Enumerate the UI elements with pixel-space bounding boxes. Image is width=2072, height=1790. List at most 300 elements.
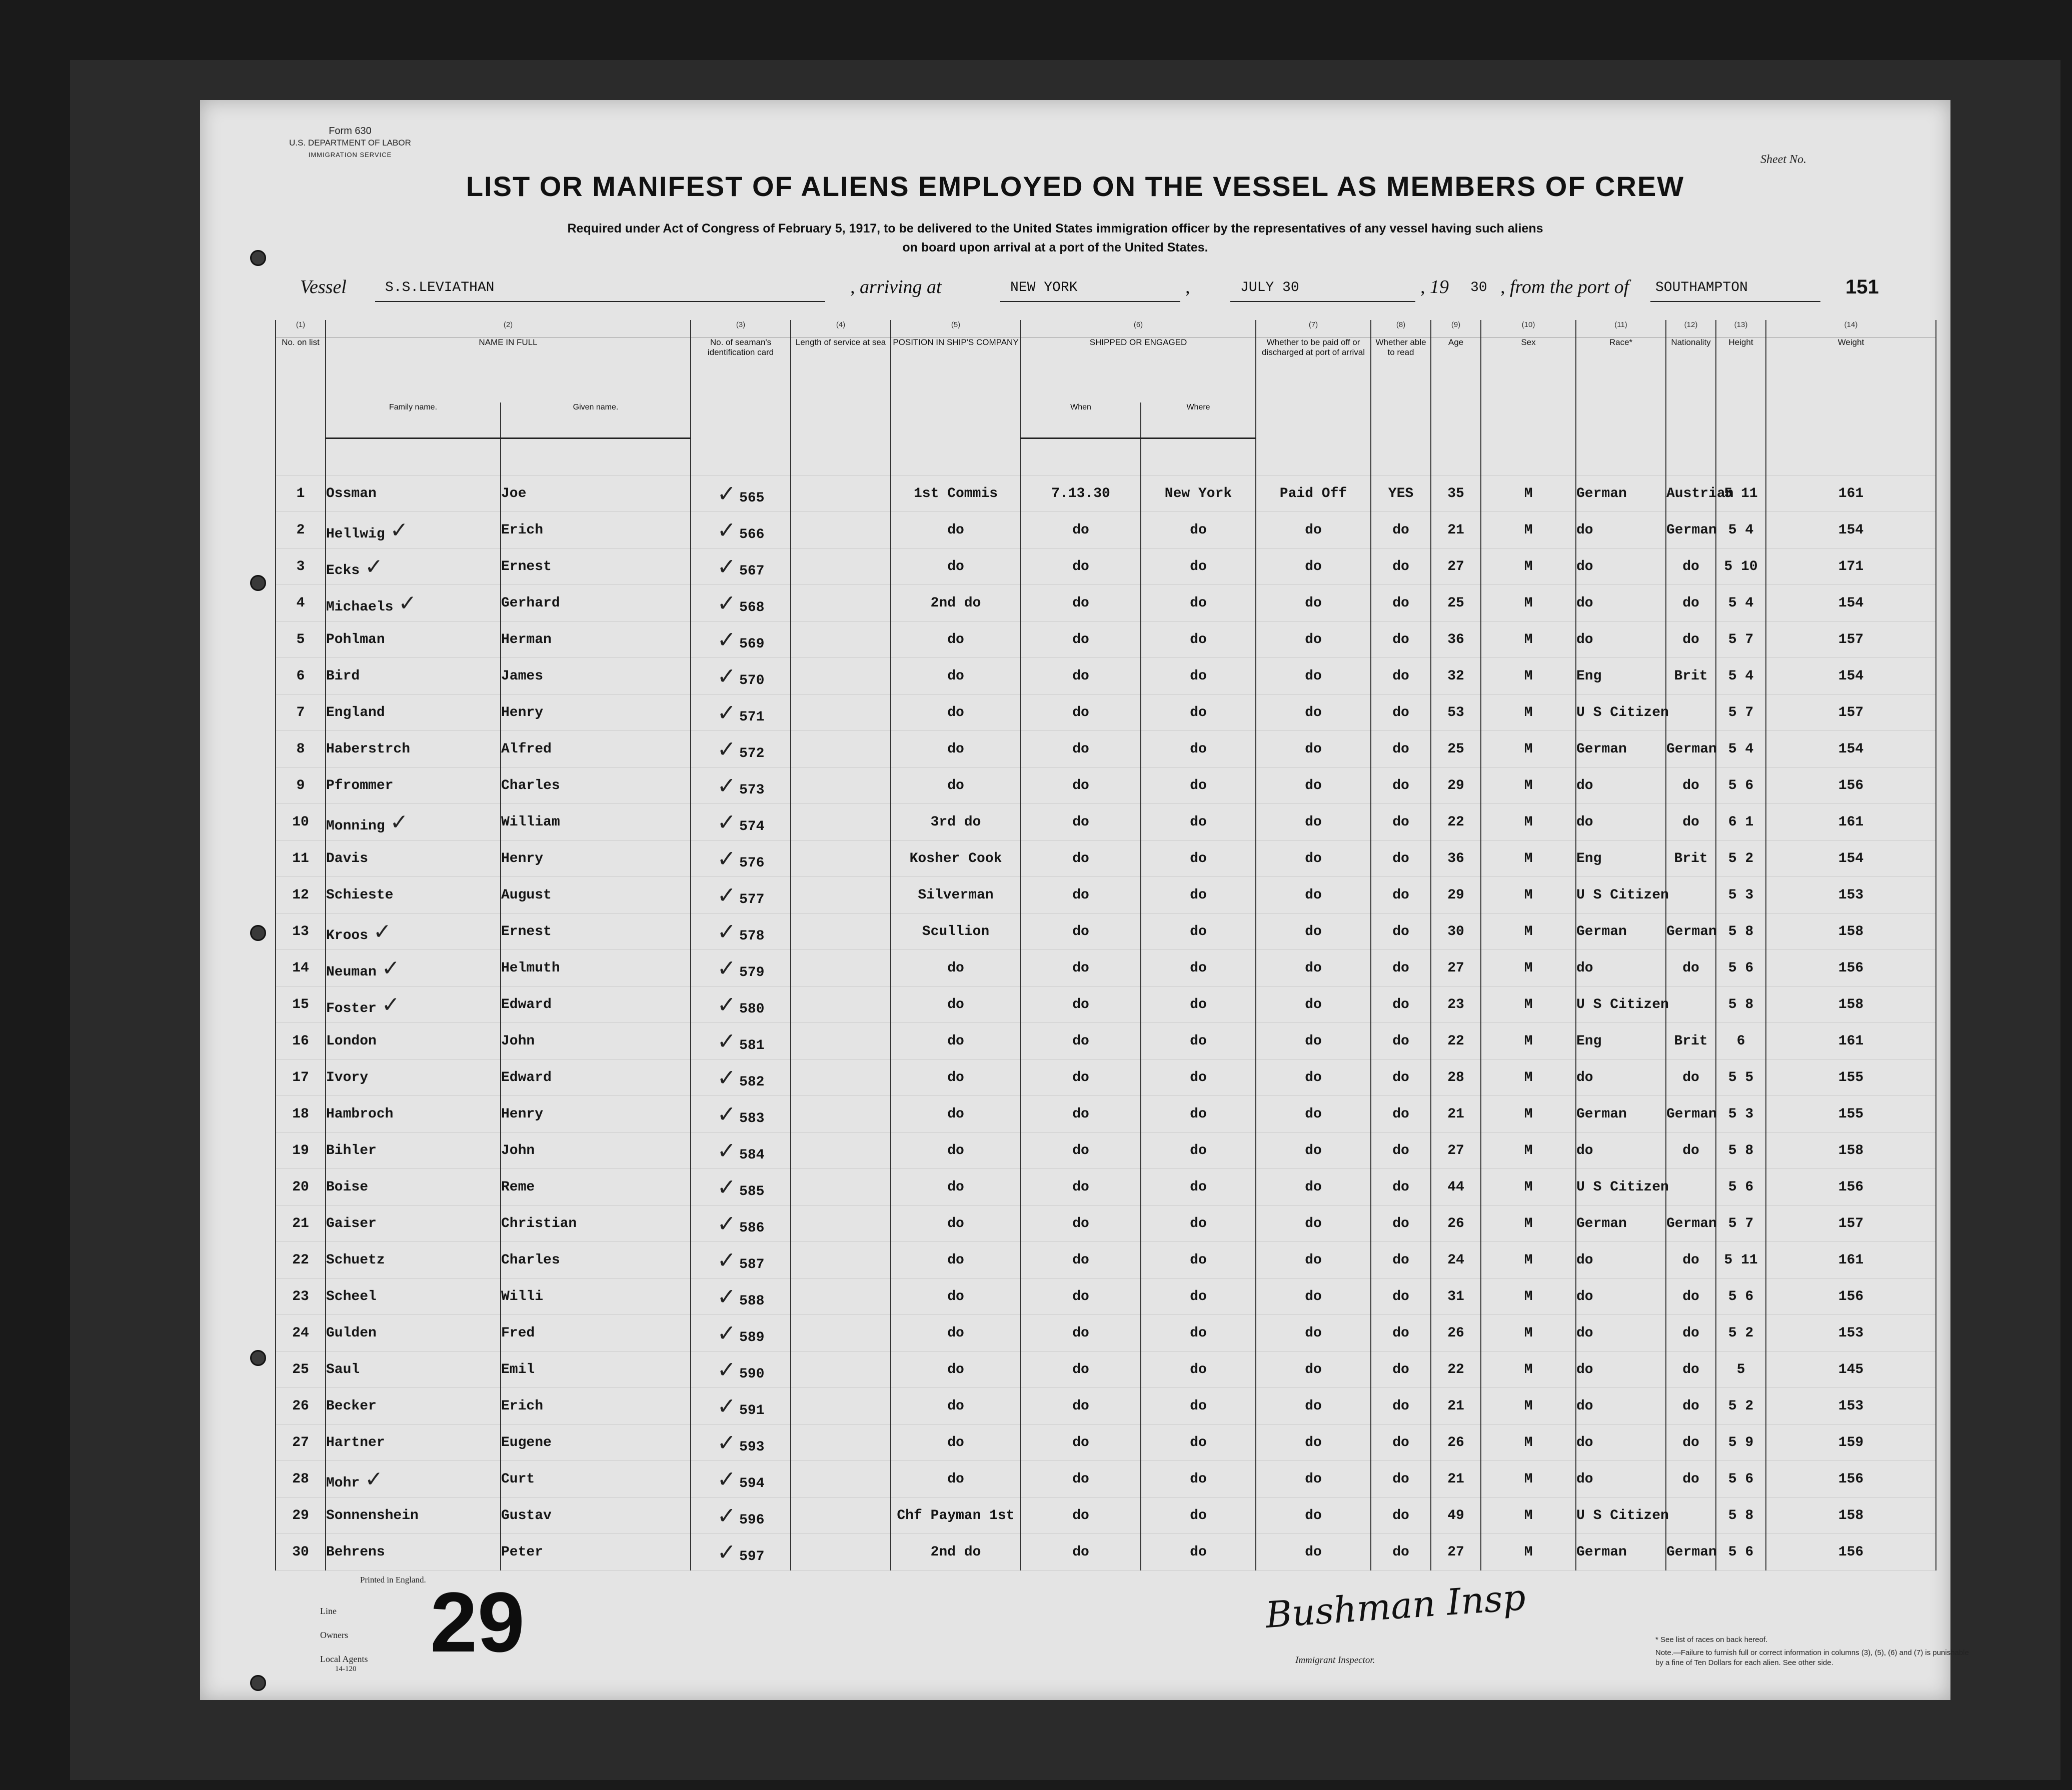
given-name: Ernest <box>501 558 552 574</box>
age: 22 <box>1447 814 1464 830</box>
given-name-cell <box>501 986 691 1023</box>
check-mark-icon: ✓ <box>717 590 737 616</box>
shipped-when-cell <box>1021 1461 1141 1498</box>
shipped-where: do <box>1190 1070 1207 1086</box>
able-to-read: do <box>1392 1362 1409 1378</box>
department: U.S. DEPARTMENT OF LABOR <box>289 138 411 148</box>
check-mark-icon: ✓ <box>717 1100 737 1128</box>
shipped-when-cell <box>1021 840 1141 877</box>
family-name: Haberstrch <box>326 741 411 757</box>
nationality-cell <box>1666 1498 1716 1534</box>
check-mark-icon: ✓ <box>717 1320 737 1346</box>
shipped-where-cell <box>1141 1242 1256 1278</box>
header-race: Race* <box>1576 338 1666 438</box>
given-name: Henry <box>501 850 544 866</box>
given-name-cell <box>501 768 691 804</box>
height-cell <box>1716 1352 1766 1388</box>
age-cell <box>1431 585 1481 622</box>
card-number: 574 <box>739 819 765 834</box>
age: 23 <box>1447 996 1464 1012</box>
check-mark-icon: ✓ <box>717 1283 737 1310</box>
card-number-cell <box>691 1315 791 1352</box>
paid-off-cell <box>1256 1096 1371 1132</box>
length-of-service-cell <box>791 585 891 622</box>
arriving-label: , arriving at <box>850 276 942 298</box>
nationality: do <box>1682 558 1699 574</box>
shipped-when-cell <box>1021 658 1141 694</box>
family-name-cell <box>326 1278 501 1315</box>
given-name-cell <box>501 877 691 914</box>
nationality-cell <box>1666 1023 1716 1060</box>
length-of-service-cell <box>791 1424 891 1461</box>
sex-cell <box>1481 768 1576 804</box>
sex: M <box>1524 1070 1533 1086</box>
row-number: 22 <box>292 1252 309 1268</box>
paid-off: do <box>1305 960 1322 976</box>
row-number-cell <box>276 768 326 804</box>
card-number-cell <box>691 768 791 804</box>
shipped-where: do <box>1190 887 1207 903</box>
position-cell <box>891 1096 1021 1132</box>
weight: 154 <box>1838 668 1864 684</box>
colnum-2: (2) <box>326 320 691 338</box>
spacer-cell <box>1256 438 1371 476</box>
paid-off: do <box>1305 704 1322 720</box>
sex-cell <box>1481 694 1576 731</box>
family-name: Michaels <box>326 599 394 615</box>
age-cell <box>1431 1169 1481 1206</box>
table-row <box>276 986 1936 1023</box>
position-cell <box>891 548 1021 585</box>
family-name-cell <box>326 877 501 914</box>
position: do <box>947 1398 964 1414</box>
sex: M <box>1524 1033 1533 1049</box>
spacer-cell <box>326 438 501 476</box>
nationality-cell <box>1666 1206 1716 1242</box>
sex: M <box>1524 1434 1533 1450</box>
card-number: 590 <box>739 1366 765 1382</box>
sex: M <box>1524 778 1533 794</box>
shipped-where: do <box>1190 632 1207 648</box>
length-of-service-cell <box>791 622 891 658</box>
table-row <box>276 840 1936 877</box>
nationality-cell <box>1666 1169 1716 1206</box>
subtitle-line-1: Required under Act of Congress of February 5, 1917, to be delivered to the United States immigration officer by the representatives of any vessel having such aliens <box>567 222 1543 236</box>
shipped-where: do <box>1190 1179 1207 1195</box>
card-number: 578 <box>739 928 765 944</box>
shipped-when: do <box>1072 1142 1089 1158</box>
card-number-cell <box>691 694 791 731</box>
given-name-cell <box>501 1278 691 1315</box>
shipped-where-cell <box>1141 986 1256 1023</box>
shipped-when-cell <box>1021 1060 1141 1096</box>
height-cell <box>1716 1023 1766 1060</box>
check-mark-icon: ✓ <box>717 1137 737 1164</box>
able-to-read-cell <box>1371 512 1431 548</box>
row-number: 13 <box>292 924 309 940</box>
height-cell <box>1716 1242 1766 1278</box>
nationality-cell <box>1666 877 1716 914</box>
race-cell <box>1576 1388 1666 1424</box>
paid-off-cell <box>1256 585 1371 622</box>
height: 5 6 <box>1728 1471 1754 1487</box>
height: 6 1 <box>1728 814 1754 830</box>
race: U S Citizen <box>1576 1508 1669 1524</box>
position: do <box>947 960 964 976</box>
race: do <box>1576 778 1593 794</box>
weight: 158 <box>1838 996 1864 1012</box>
height-cell <box>1716 840 1766 877</box>
age-cell <box>1431 1132 1481 1169</box>
able-to-read: do <box>1392 778 1409 794</box>
row-number: 20 <box>292 1179 309 1195</box>
length-of-service-cell <box>791 840 891 877</box>
manifest-sheet <box>200 100 1969 1700</box>
age-cell <box>1431 694 1481 731</box>
departure-port: SOUTHAMPTON <box>1655 280 1748 296</box>
shipped-where-cell <box>1141 1023 1256 1060</box>
length-of-service-cell <box>791 1315 891 1352</box>
row-number-cell <box>276 476 326 512</box>
card-number: 577 <box>739 892 765 908</box>
row-number: 4 <box>296 595 305 611</box>
spacer-cell <box>791 438 891 476</box>
card-number: 591 <box>739 1403 765 1418</box>
given-name: Erich <box>501 522 544 538</box>
able-to-read: do <box>1392 741 1409 757</box>
sex-cell <box>1481 1206 1576 1242</box>
row-number: 19 <box>292 1142 309 1158</box>
able-to-read-cell <box>1371 658 1431 694</box>
spacer-cell <box>891 438 1021 476</box>
check-mark-icon: ✓ <box>381 992 400 1018</box>
weight-cell <box>1766 914 1936 950</box>
able-to-read: do <box>1392 1142 1409 1158</box>
vessel-name: S.S.LEVIATHAN <box>385 280 495 296</box>
check-mark-icon: ✓ <box>717 553 737 580</box>
age: 27 <box>1447 1142 1464 1158</box>
age-cell <box>1431 1096 1481 1132</box>
able-to-read-cell <box>1371 1206 1431 1242</box>
weight: 156 <box>1838 1179 1864 1195</box>
race: do <box>1576 1288 1593 1304</box>
nationality-cell <box>1666 768 1716 804</box>
position-cell <box>891 877 1021 914</box>
shipped-where-cell <box>1141 1352 1256 1388</box>
family-name: Gulden <box>326 1325 377 1341</box>
shipped-when-cell <box>1021 476 1141 512</box>
given-name-cell <box>501 1242 691 1278</box>
sex-cell <box>1481 1278 1576 1315</box>
sex-cell <box>1481 986 1576 1023</box>
row-number-cell <box>276 1315 326 1352</box>
shipped-where-cell <box>1141 1424 1256 1461</box>
card-number-cell <box>691 476 791 512</box>
race-cell <box>1576 804 1666 840</box>
height-cell <box>1716 622 1766 658</box>
height: 5 8 <box>1728 996 1754 1012</box>
family-name-cell <box>326 1242 501 1278</box>
length-of-service-cell <box>791 1096 891 1132</box>
shipped-when-cell <box>1021 512 1141 548</box>
race-cell <box>1576 585 1666 622</box>
able-to-read-cell <box>1371 1352 1431 1388</box>
nationality-cell <box>1666 585 1716 622</box>
position-cell <box>891 694 1021 731</box>
position: do <box>947 558 964 574</box>
spacer-row <box>276 438 1936 476</box>
shipped-when-cell <box>1021 914 1141 950</box>
table-row <box>276 512 1936 548</box>
row-number-cell <box>276 1206 326 1242</box>
position: 2nd do <box>930 1544 981 1560</box>
given-name-cell <box>501 548 691 585</box>
comma-sep: , <box>1185 276 1190 298</box>
sex: M <box>1524 486 1533 502</box>
position-cell <box>891 1132 1021 1169</box>
height: 5 2 <box>1728 850 1754 866</box>
nationality: do <box>1682 1070 1699 1086</box>
able-to-read: do <box>1392 1508 1409 1524</box>
given-name: John <box>501 1033 535 1049</box>
age-cell <box>1431 840 1481 877</box>
family-name: Ivory <box>326 1070 369 1086</box>
weight-cell <box>1766 1315 1936 1352</box>
colnum-7: (7) <box>1256 320 1371 338</box>
shipped-where-cell <box>1141 622 1256 658</box>
height-cell <box>1716 1132 1766 1169</box>
race-cell <box>1576 986 1669 1023</box>
shipped-where: do <box>1190 558 1207 574</box>
card-number: 571 <box>739 710 765 725</box>
colnum-6: (6) <box>1021 320 1256 338</box>
family-name-cell <box>326 1132 501 1169</box>
row-number: 15 <box>292 996 309 1012</box>
given-name: Christian <box>501 1216 577 1232</box>
age: 32 <box>1447 668 1464 684</box>
shipped-when-cell <box>1021 1424 1141 1461</box>
weight: 157 <box>1838 632 1864 648</box>
nationality-cell <box>1666 731 1716 768</box>
able-to-read-cell <box>1371 1388 1431 1424</box>
able-to-read: do <box>1392 704 1409 720</box>
able-to-read: do <box>1392 1544 1409 1560</box>
nationality-cell <box>1666 1388 1716 1424</box>
shipped-when: do <box>1072 558 1089 574</box>
given-name: Erich <box>501 1398 544 1414</box>
shipped-when-cell <box>1021 1315 1141 1352</box>
shipped-when-cell <box>1021 1096 1141 1132</box>
shipped-when-cell <box>1021 877 1141 914</box>
family-name-cell <box>326 1352 501 1388</box>
given-name: Joe <box>501 486 527 502</box>
card-number: 596 <box>739 1512 765 1528</box>
shipped-when: do <box>1072 1252 1089 1268</box>
shipped-when-cell <box>1021 548 1141 585</box>
height: 5 11 <box>1724 486 1758 502</box>
position-cell <box>891 512 1021 548</box>
shipped-when: do <box>1072 1508 1089 1524</box>
able-to-read-cell <box>1371 1096 1431 1132</box>
race-cell <box>1576 1242 1666 1278</box>
nationality-cell <box>1666 512 1716 548</box>
weight: 154 <box>1838 522 1864 538</box>
paid-off: do <box>1305 1325 1322 1341</box>
header-card: No. of seaman's identification card <box>691 338 791 438</box>
able-to-read: do <box>1392 1471 1409 1487</box>
card-number: 579 <box>739 965 765 980</box>
check-mark-icon: ✓ <box>717 845 737 872</box>
nationality: do <box>1682 1325 1699 1341</box>
nationality: German <box>1666 924 1717 940</box>
card-number-cell <box>691 622 791 658</box>
race-cell <box>1576 476 1666 512</box>
nationality-cell <box>1666 804 1716 840</box>
position-cell <box>891 768 1021 804</box>
length-of-service-cell <box>791 1461 891 1498</box>
age-cell <box>1431 1424 1481 1461</box>
colnum-13: (13) <box>1716 320 1766 338</box>
position-cell <box>891 1278 1021 1315</box>
length-of-service-cell <box>791 1352 891 1388</box>
age-cell <box>1431 1352 1481 1388</box>
given-name: August <box>501 887 552 903</box>
height: 5 8 <box>1728 1508 1754 1524</box>
shipped-where-cell <box>1141 585 1256 622</box>
race: do <box>1576 558 1593 574</box>
card-number: 593 <box>739 1440 765 1455</box>
spacer-cell <box>1481 438 1576 476</box>
height: 5 6 <box>1728 1179 1754 1195</box>
paid-off-cell <box>1256 1169 1371 1206</box>
race: German <box>1576 1216 1627 1232</box>
sex-cell <box>1481 731 1576 768</box>
height: 5 <box>1736 1362 1745 1378</box>
sex: M <box>1524 887 1533 903</box>
check-mark-icon: ✓ <box>365 554 384 580</box>
length-of-service-cell <box>791 1388 891 1424</box>
position-cell <box>891 840 1021 877</box>
family-name-cell <box>326 1096 501 1132</box>
position: do <box>947 996 964 1012</box>
paid-off: do <box>1305 778 1322 794</box>
family-name-cell <box>326 1169 501 1206</box>
family-name: Hellwig <box>326 526 385 542</box>
table-row <box>276 1242 1936 1278</box>
age: 53 <box>1447 704 1464 720</box>
row-number-cell <box>276 950 326 986</box>
row-number-cell <box>276 694 326 731</box>
card-number-cell <box>691 658 791 694</box>
card-number: 569 <box>739 636 765 652</box>
height: 5 6 <box>1728 1288 1754 1304</box>
nationality: do <box>1682 1252 1699 1268</box>
height: 5 4 <box>1728 595 1754 611</box>
weight-cell <box>1766 1498 1936 1534</box>
nationality: do <box>1682 1142 1699 1158</box>
sex-cell <box>1481 476 1576 512</box>
header-paid-off: Whether to be paid off or discharged at port of arrival <box>1256 338 1371 438</box>
given-name-cell <box>501 1388 691 1424</box>
row-number: 2 <box>296 522 305 538</box>
sex: M <box>1524 632 1533 648</box>
shipped-when: do <box>1072 960 1089 976</box>
table-row <box>276 877 1936 914</box>
card-number-cell <box>691 914 791 950</box>
spacer-cell <box>1141 438 1256 476</box>
weight-cell <box>1766 585 1936 622</box>
race: do <box>1576 1362 1593 1378</box>
colnum-9: (9) <box>1431 320 1481 338</box>
shipped-where: do <box>1190 996 1207 1012</box>
given-name-cell <box>501 1096 691 1132</box>
position: do <box>947 1106 964 1122</box>
sex: M <box>1524 741 1533 757</box>
header-name-in-full: NAME IN FULL <box>326 338 691 403</box>
table-row <box>276 1169 1936 1206</box>
paid-off-cell <box>1256 1132 1371 1169</box>
agents-label: Local Agents <box>320 1654 368 1664</box>
family-name: Behrens <box>326 1544 385 1560</box>
table-row <box>276 658 1936 694</box>
family-name-cell <box>326 1206 501 1242</box>
header-shipped: SHIPPED OR ENGAGED <box>1021 338 1256 403</box>
position-cell <box>891 1424 1021 1461</box>
position: 3rd do <box>930 814 981 830</box>
row-number-cell <box>276 914 326 950</box>
shipped-when-cell <box>1021 1278 1141 1315</box>
date-rule <box>1230 301 1415 302</box>
height: 5 4 <box>1728 522 1754 538</box>
shipped-when: do <box>1072 1398 1089 1414</box>
weight: 156 <box>1838 1544 1864 1560</box>
family-name: Schieste <box>326 887 394 903</box>
check-mark-icon: ✓ <box>717 480 737 507</box>
position-cell <box>891 1169 1021 1206</box>
paid-off: do <box>1305 1544 1322 1560</box>
given-name-cell <box>501 585 691 622</box>
position-cell <box>891 1023 1021 1060</box>
age-cell <box>1431 1278 1481 1315</box>
card-number: 570 <box>739 673 765 688</box>
from-label: , from the port of <box>1500 276 1629 298</box>
family-name-cell <box>326 1388 501 1424</box>
height-cell <box>1716 804 1766 840</box>
age: 26 <box>1447 1434 1464 1450</box>
row-number-cell <box>276 585 326 622</box>
card-number: 588 <box>739 1294 765 1309</box>
row-number-cell <box>276 877 326 914</box>
position-cell <box>891 1242 1021 1278</box>
row-number-cell <box>276 1498 326 1534</box>
family-name: Bird <box>326 668 360 684</box>
check-mark-icon: ✓ <box>390 517 409 543</box>
given-name: Fred <box>501 1325 535 1341</box>
age-cell <box>1431 768 1481 804</box>
card-number: 568 <box>739 600 765 616</box>
table-row <box>276 731 1936 768</box>
race: do <box>1576 595 1593 611</box>
age: 28 <box>1447 1070 1464 1086</box>
sex: M <box>1524 850 1533 866</box>
row-number: 5 <box>296 632 305 648</box>
card-number-cell <box>691 1023 791 1060</box>
position: do <box>947 1252 964 1268</box>
table-row <box>276 804 1936 840</box>
family-name-cell <box>326 476 501 512</box>
given-name: Reme <box>501 1179 535 1195</box>
position: do <box>947 522 964 538</box>
